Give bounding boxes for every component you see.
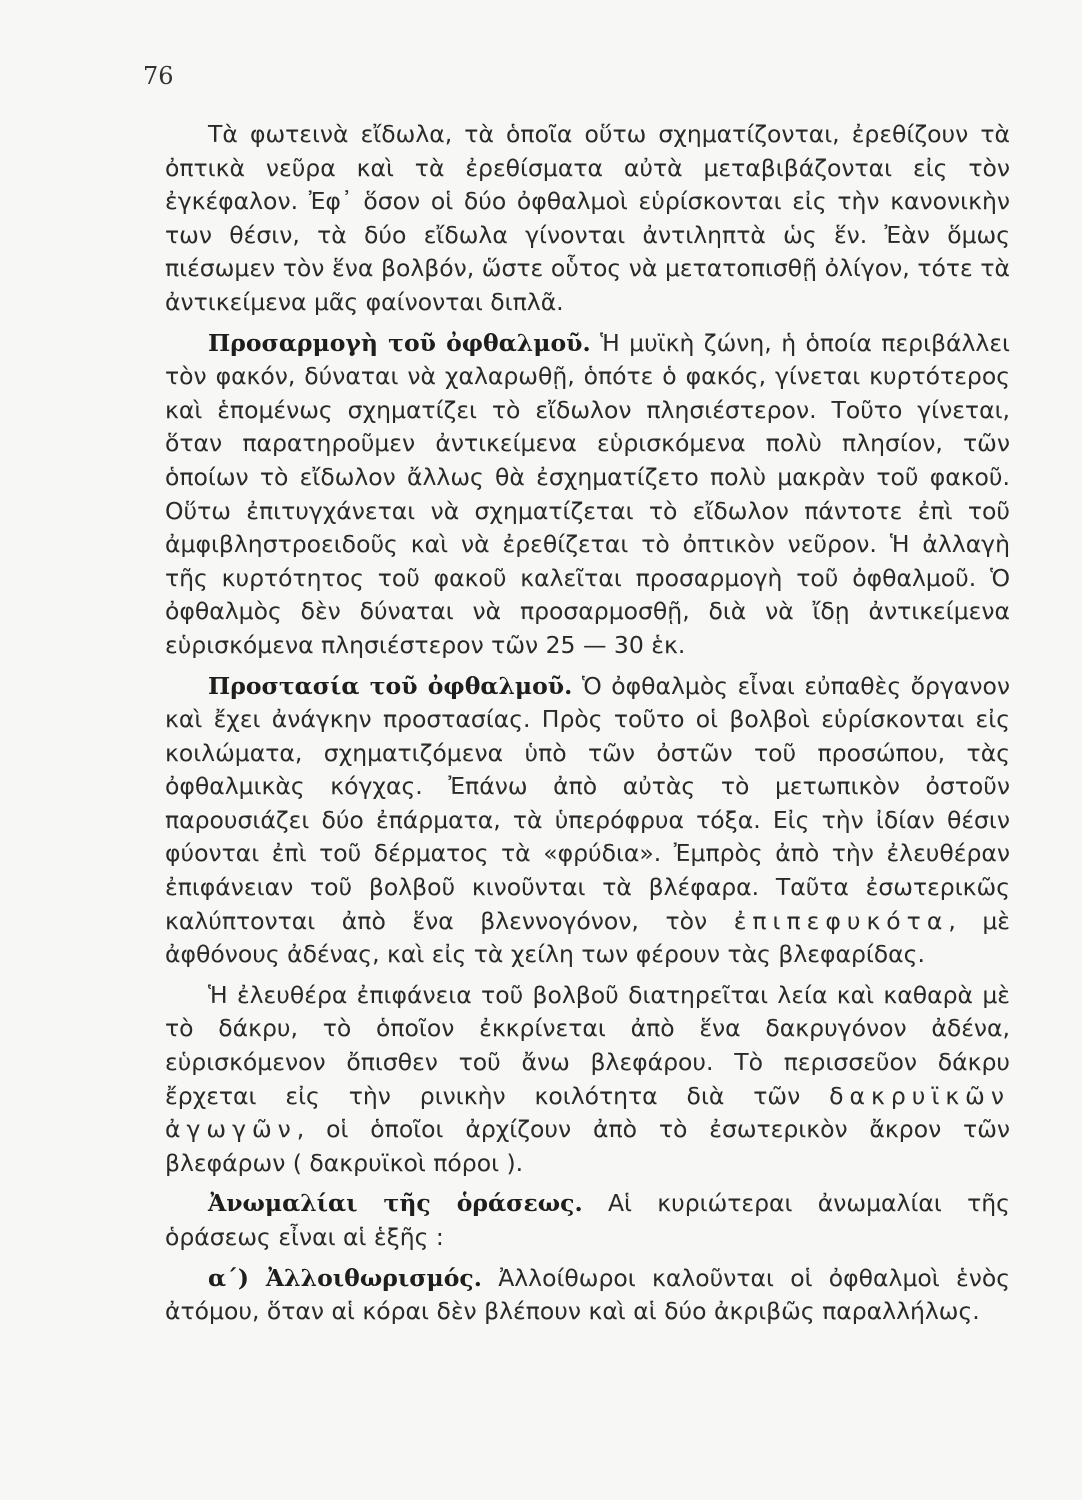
paragraph-text: Αἱ κυριώτεραι ἀνωμαλίαι τῆς ὁράσεως εἶναι αἱ ἑξῆς : [165,1189,1010,1251]
paragraph-tears [165,979,1010,1181]
paragraph-text: , μὲ ἀφθόνους ἀδένας, καὶ εἰς τὰ χείλη των φέρουν τὰς βλεφαρίδας. [165,906,1010,969]
paragraph-text: Τὰ φωτεινὰ εἴδωλα, τὰ ὁποῖα οὕτω σχηματίζονται, ἐρεθίζουν τὰ ὀπτικὰ νεῦρα καὶ τὰ ἐρεθίσματα αὐτὰ μεταβιβάζονται εἰς τὸν ἐγκέφαλον. Ἐφ᾽ ὅσον οἱ δύο ὀφθαλμοὶ εὑρίσκονται εἰς τὴν κανονικὴν των θέσιν, τὰ δύο εἴδωλα γίνονται ἀντιληπτὰ ὡς ἕν. Ἐὰν ὅμως πιέσωμεν τὸν ἕνα βολβόν, ὥστε οὗτος νὰ μετατοπισθῇ ὀλίγον, τότε τὰ ἀντικείμενα μᾶς φαίνονται διπλᾶ. [165,120,1010,316]
section-heading-vision-anomalies: Ἀνωμαλίαι τῆς ὁράσεως. [208,1189,583,1218]
body-text [165,118,1010,1329]
section-heading-strabismus: α΄) Ἀλλοιθωρισμός. [208,1263,482,1292]
paragraph-vision-anomalies [165,1187,1010,1254]
paragraph-text: Ἀλλοίθωροι καλοῦνται οἱ ὀφθαλμοὶ ἑνὸς ἀτόμου, ὅταν αἱ κόραι δὲν βλέπουν καὶ αἱ δύο ἀκριβῶς παραλλήλως. [165,1263,1011,1326]
paragraph-text: Ἡ ἐλευθέρα ἐπιφάνεια τοῦ βολβοῦ διατηρεῖται λεία καὶ καθαρὰ μὲ τὸ δάκρυ, τὸ ὁποῖον ἐκκρίνεται ἀπὸ ἕνα δακρυγόνον ἀδένα, εὑρισκόμενον ὄπισθεν τοῦ ἄνω βλεφάρου. Τὸ περισσεῦον δάκρυ ἔρχεται εἰς τὴν ρινικὴν κοιλότητα διὰ τῶν [165,980,1010,1110]
paragraph-visual-images [165,118,1010,320]
paragraph-text: , οἱ ὁποῖοι ἀρχίζουν ἀπὸ τὸ ἐσωτερικὸν ἄκρον τῶν βλεφάρων ( δακρυϊκοὶ πόροι ). [165,1115,1010,1177]
spaced-term: ἐπιπεφυκότα [733,906,949,935]
section-heading-eye-protection: Προστασία τοῦ ὀφθαλμοῦ. [208,671,573,700]
paragraph-text: Ὁ ὀφθαλμὸς εἶναι εὐπαθὲς ὄργανον καὶ ἔχει ἀνάγκην προστασίας. Πρὸς τοῦτο οἱ βολβοὶ εὑρίσκονται εἰς κοιλώματα, σχηματιζόμενα ὑπὸ τῶν ὀστῶν τοῦ προσώπου, τὰς ὀφθαλμικὰς κόγχας. Ἐπάνω ἀπὸ αὐτὰς τὸ μετωπικὸν ὀστοῦν παρουσιάζει δύο ἐπάρματα, τὰ ὑπερόφρυα τόξα. Εἰς τὴν ἰδίαν θέσιν φύονται ἐπὶ τοῦ δέρματος τὰ «φρύδια». Ἐμπρὸς ἀπὸ τὴν ἐλευθέραν ἐπιφάνειαν τοῦ βολβοῦ κινοῦνται τὰ βλέφαρα. Ταῦτα ἐσωτερικῶς καλύπτονται ἀπὸ ἕνα βλεννογόνον, τὸν [165,671,1010,935]
section-heading-accommodation: Προσαρμογὴ τοῦ ὀφθαλμοῦ. [208,328,591,357]
paragraph-text: Ἡ μυϊκὴ ζώνη, ἡ ὁποία περιβάλλει τὸν φακόν, δύναται νὰ χαλαρωθῇ, ὁπότε ὁ φακός, γίνεται κυρτότερος καὶ ἑπομένως σχηματίζει τὸ εἴδωλον πλησιέστερον. Τοῦτο γίνεται, ὅταν παρατηροῦμεν ἀντικείμενα εὑρισκόμενα πολὺ πλησίον, τῶν ὁποίων τὸ εἴδωλον ἄλλως θὰ ἐσχηματίζετο πολὺ μακρὰν τοῦ φακοῦ. Οὕτω ἐπιτυγχάνεται νὰ σχηματίζεται τὸ εἴδωλον πάντοτε ἐπὶ τοῦ ἀμφιβληστροειδοῦς καὶ νὰ ἐρεθίζεται τὸ ὀπτικὸν νεῦρον. Ἡ ἀλλαγὴ τῆς κυρτότητος τοῦ φακοῦ καλεῖται προσαρμογὴ τοῦ ὀφθαλμοῦ. Ὁ ὀφθαλμὸς δὲν δύναται νὰ προσαρμοσθῇ, διὰ νὰ ἴδῃ ἀντικείμενα εὑρισκόμενα πλησιέστερον τῶν 25 — 30 ἑκ. [165,328,1010,659]
page-number: 76 [143,62,174,90]
paragraph-strabismus [165,1262,1010,1329]
paragraph-accommodation [165,327,1010,663]
spaced-term: δακρυϊκῶν ἀγωγῶν [165,1081,1010,1144]
paragraph-eye-protection [165,670,1010,972]
